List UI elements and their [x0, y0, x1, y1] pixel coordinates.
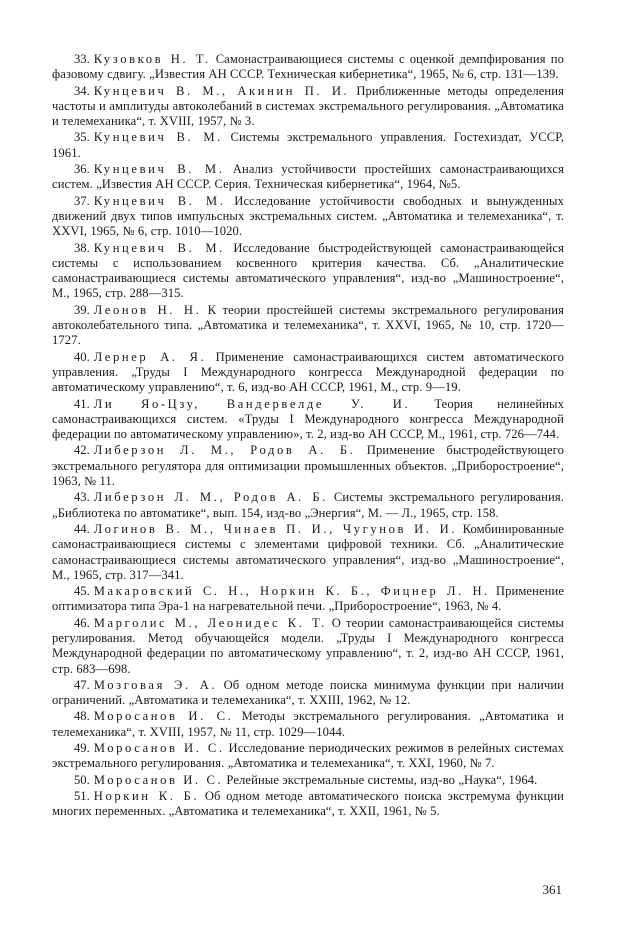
- reference-entry: [52, 84, 564, 130]
- reference-number: 39.: [74, 302, 90, 317]
- reference-text: Исследование периодических режимов в релейных системах экстремального регулирования. „Автоматика и телемеханика“, т. XXI, 1960, № 7.: [52, 741, 564, 771]
- reference-entry: [52, 741, 564, 772]
- reference-text: Анализ устойчивости простейших самонастраивающихся систем. „Известия АН СССР. Серия. Техническая кибернетика“, 1964, №5.: [52, 162, 564, 192]
- reference-authors: Кунцевич В. М.: [93, 240, 225, 255]
- reference-entry: [52, 678, 564, 709]
- reference-entry: [52, 616, 564, 677]
- reference-authors: Кунцевич В. М.: [93, 130, 223, 145]
- reference-entry: [52, 789, 564, 820]
- reference-text: Приближенные методы определения частоты и амплитуды автоколебаний в системах экстремального регулирования. „Автоматика и телемеханика“, т. XVIII, 1957, № 3.: [52, 83, 564, 129]
- reference-number: 45.: [74, 584, 90, 599]
- reference-entry: [52, 303, 564, 349]
- reference-number: 37.: [74, 193, 90, 208]
- reference-authors: Кунцевич В. М.: [93, 193, 226, 208]
- reference-text: Самонастраивающиеся системы с оценкой демпфирования по фазовому сдвигу. „Известия АН СССР. Техническая кибернетика“, 1965, № 6, стр. 131—139.: [52, 52, 564, 82]
- reference-text: Релейные экстремальные системы, изд-во „Наука“, 1964.: [226, 772, 538, 787]
- reference-authors: Либерзон Л. М., Родов А. Б.: [93, 490, 328, 505]
- reference-entry: [52, 397, 564, 443]
- reference-authors: Ли Яо-Цзу, Вандервелде У. И.: [93, 396, 411, 411]
- reference-number: 33.: [74, 52, 90, 66]
- reference-number: 50.: [74, 772, 90, 787]
- reference-text: Применение самонастраивающихся систем автоматического управления. „Труды I Международного конгресса Международной федерации по автоматическому управлению“, т. 6, изд-во АН СССР, 1961, М., стр. 9—19.: [52, 349, 564, 395]
- reference-authors: Моросанов И. С.: [93, 741, 225, 756]
- reference-text: Применение оптимизатора типа Эра-1 на нагревательной печи. „Приборостроение“, 1963, № 4.: [52, 584, 565, 614]
- reference-authors: Кунцевич В. М.: [93, 162, 225, 177]
- reference-number: 43.: [74, 490, 90, 505]
- reference-text: Применение быстродействующего экстремального регулятора для оптимизации промышленных объектов. „Приборостроение“, 1963, № 11.: [52, 443, 564, 489]
- reference-entry: [52, 443, 564, 489]
- reference-authors: Моросанов И. С.: [93, 772, 224, 787]
- reference-text: Теория нелинейных самонастраивающихся систем. «Труды I Международного конгресса Международной федерации по автоматическому управлению», т. 2, изд-во АН СССР, М., 1961, стр. 726—744.: [52, 396, 564, 442]
- reference-text: Комбинированные самонастраивающиеся системы с элементами цифровой техники. Сб. „Аналитические самонастраивающиеся системы автоматического управления“, изд-во „Машиностроение“, М., 1965, стр. 317—341.: [52, 521, 564, 582]
- reference-authors: Моросанов И. С.: [93, 709, 234, 724]
- reference-authors: Норкин К. Б.: [93, 788, 200, 803]
- reference-authors: Макаровский С. Н., Норкин К. Б., Фицнер Л. Н.: [93, 584, 490, 599]
- reference-entry: [52, 52, 564, 83]
- reference-number: 49.: [74, 741, 90, 756]
- reference-number: 34.: [74, 83, 90, 98]
- reference-entry: [52, 490, 564, 521]
- reference-authors: Логинов В. М., Чинаев П. И., Чугунов И. И.: [93, 521, 458, 536]
- reference-authors: Кузовков Н. Т.: [93, 52, 211, 66]
- reference-text: Исследование быстродействующей самонастраивающейся системы с использованием косвенного критерия качества. Сб. „Аналитические самонастраивающиеся системы автоматического управления“, изд-во „Машиностроение“, М., 1965, стр. 288—315.: [52, 240, 564, 301]
- reference-authors: Кунцевич В. М., Акинин П. И.: [93, 83, 350, 98]
- reference-text: Об одном методе автоматического поиска экстремума функции многих переменных. „Автоматика и телемеханика“, т. XXII, 1961, № 5.: [52, 788, 564, 819]
- reference-number: 38.: [74, 240, 90, 255]
- reference-authors: Леонов Н. Н.: [93, 302, 202, 317]
- reference-number: 35.: [74, 130, 90, 145]
- reference-authors: Мозговая Э. А.: [93, 677, 218, 692]
- reference-entry: [52, 130, 564, 161]
- reference-number: 46.: [74, 615, 90, 630]
- reference-entry: [52, 162, 564, 193]
- reference-authors: Лернер А. Я.: [93, 349, 207, 364]
- reference-number: 40.: [74, 349, 90, 364]
- reference-text: Об одном методе поиска минимума функции при наличии ограничений. „Автоматика и телемеханика“, т. XXIII, 1962, № 12.: [52, 677, 564, 708]
- reference-number: 47.: [74, 677, 90, 692]
- reference-number: 48.: [74, 709, 90, 724]
- reference-authors: Либерзон Л. М., Родов А. Б.: [93, 443, 356, 458]
- reference-authors: Марголис М., Леонидес К. Т.: [93, 615, 327, 630]
- reference-list: [52, 52, 564, 821]
- reference-text: О теории самонастраивающейся системы регулирования. Метод обучающейся модели. „Труды I Международного конгресса Международной федерации по автоматическому управлению“, т. 2, изд-во АН СССР, 1961, стр. 683—698.: [52, 615, 564, 676]
- reference-entry: [52, 522, 564, 583]
- reference-text: Исследование устойчивости свободных и вынужденных движений двух типов импульсных экстремальных систем. „Автоматика и телемеханика“, т. XXVI, 1965, № 6, стр. 1010—1020.: [52, 193, 564, 239]
- reference-entry: [52, 584, 564, 615]
- reference-number: 41.: [74, 396, 90, 411]
- reference-number: 42.: [74, 443, 90, 458]
- reference-number: 36.: [74, 162, 90, 177]
- reference-entry: [52, 773, 564, 788]
- reference-number: 51.: [74, 788, 90, 803]
- page-number: 361: [542, 882, 562, 897]
- reference-entry: [52, 709, 564, 740]
- reference-text: К теории простейшей системы экстремального регулирования автоколебательного типа. „Автоматика и телемеханика“, т. XXVI, 1965, № 10, стр. 1720—1727.: [52, 302, 564, 348]
- reference-text: Системы экстремального регулирования. „Библиотека по автоматике“, вып. 154, изд-во „Энергия“, М. — Л., 1965, стр. 158.: [52, 490, 564, 520]
- reference-number: 44.: [74, 521, 90, 536]
- reference-entry: [52, 241, 564, 302]
- reference-text: Системы экстремального управления. Гостехиздат, УССР, 1961.: [52, 130, 564, 160]
- reference-entry: [52, 194, 564, 240]
- reference-entry: [52, 350, 564, 396]
- reference-text: Методы экстремального регулирования. „Автоматика и телемеханика“, т. XVIII, 1957, № 11, стр. 1029—1044.: [52, 709, 565, 739]
